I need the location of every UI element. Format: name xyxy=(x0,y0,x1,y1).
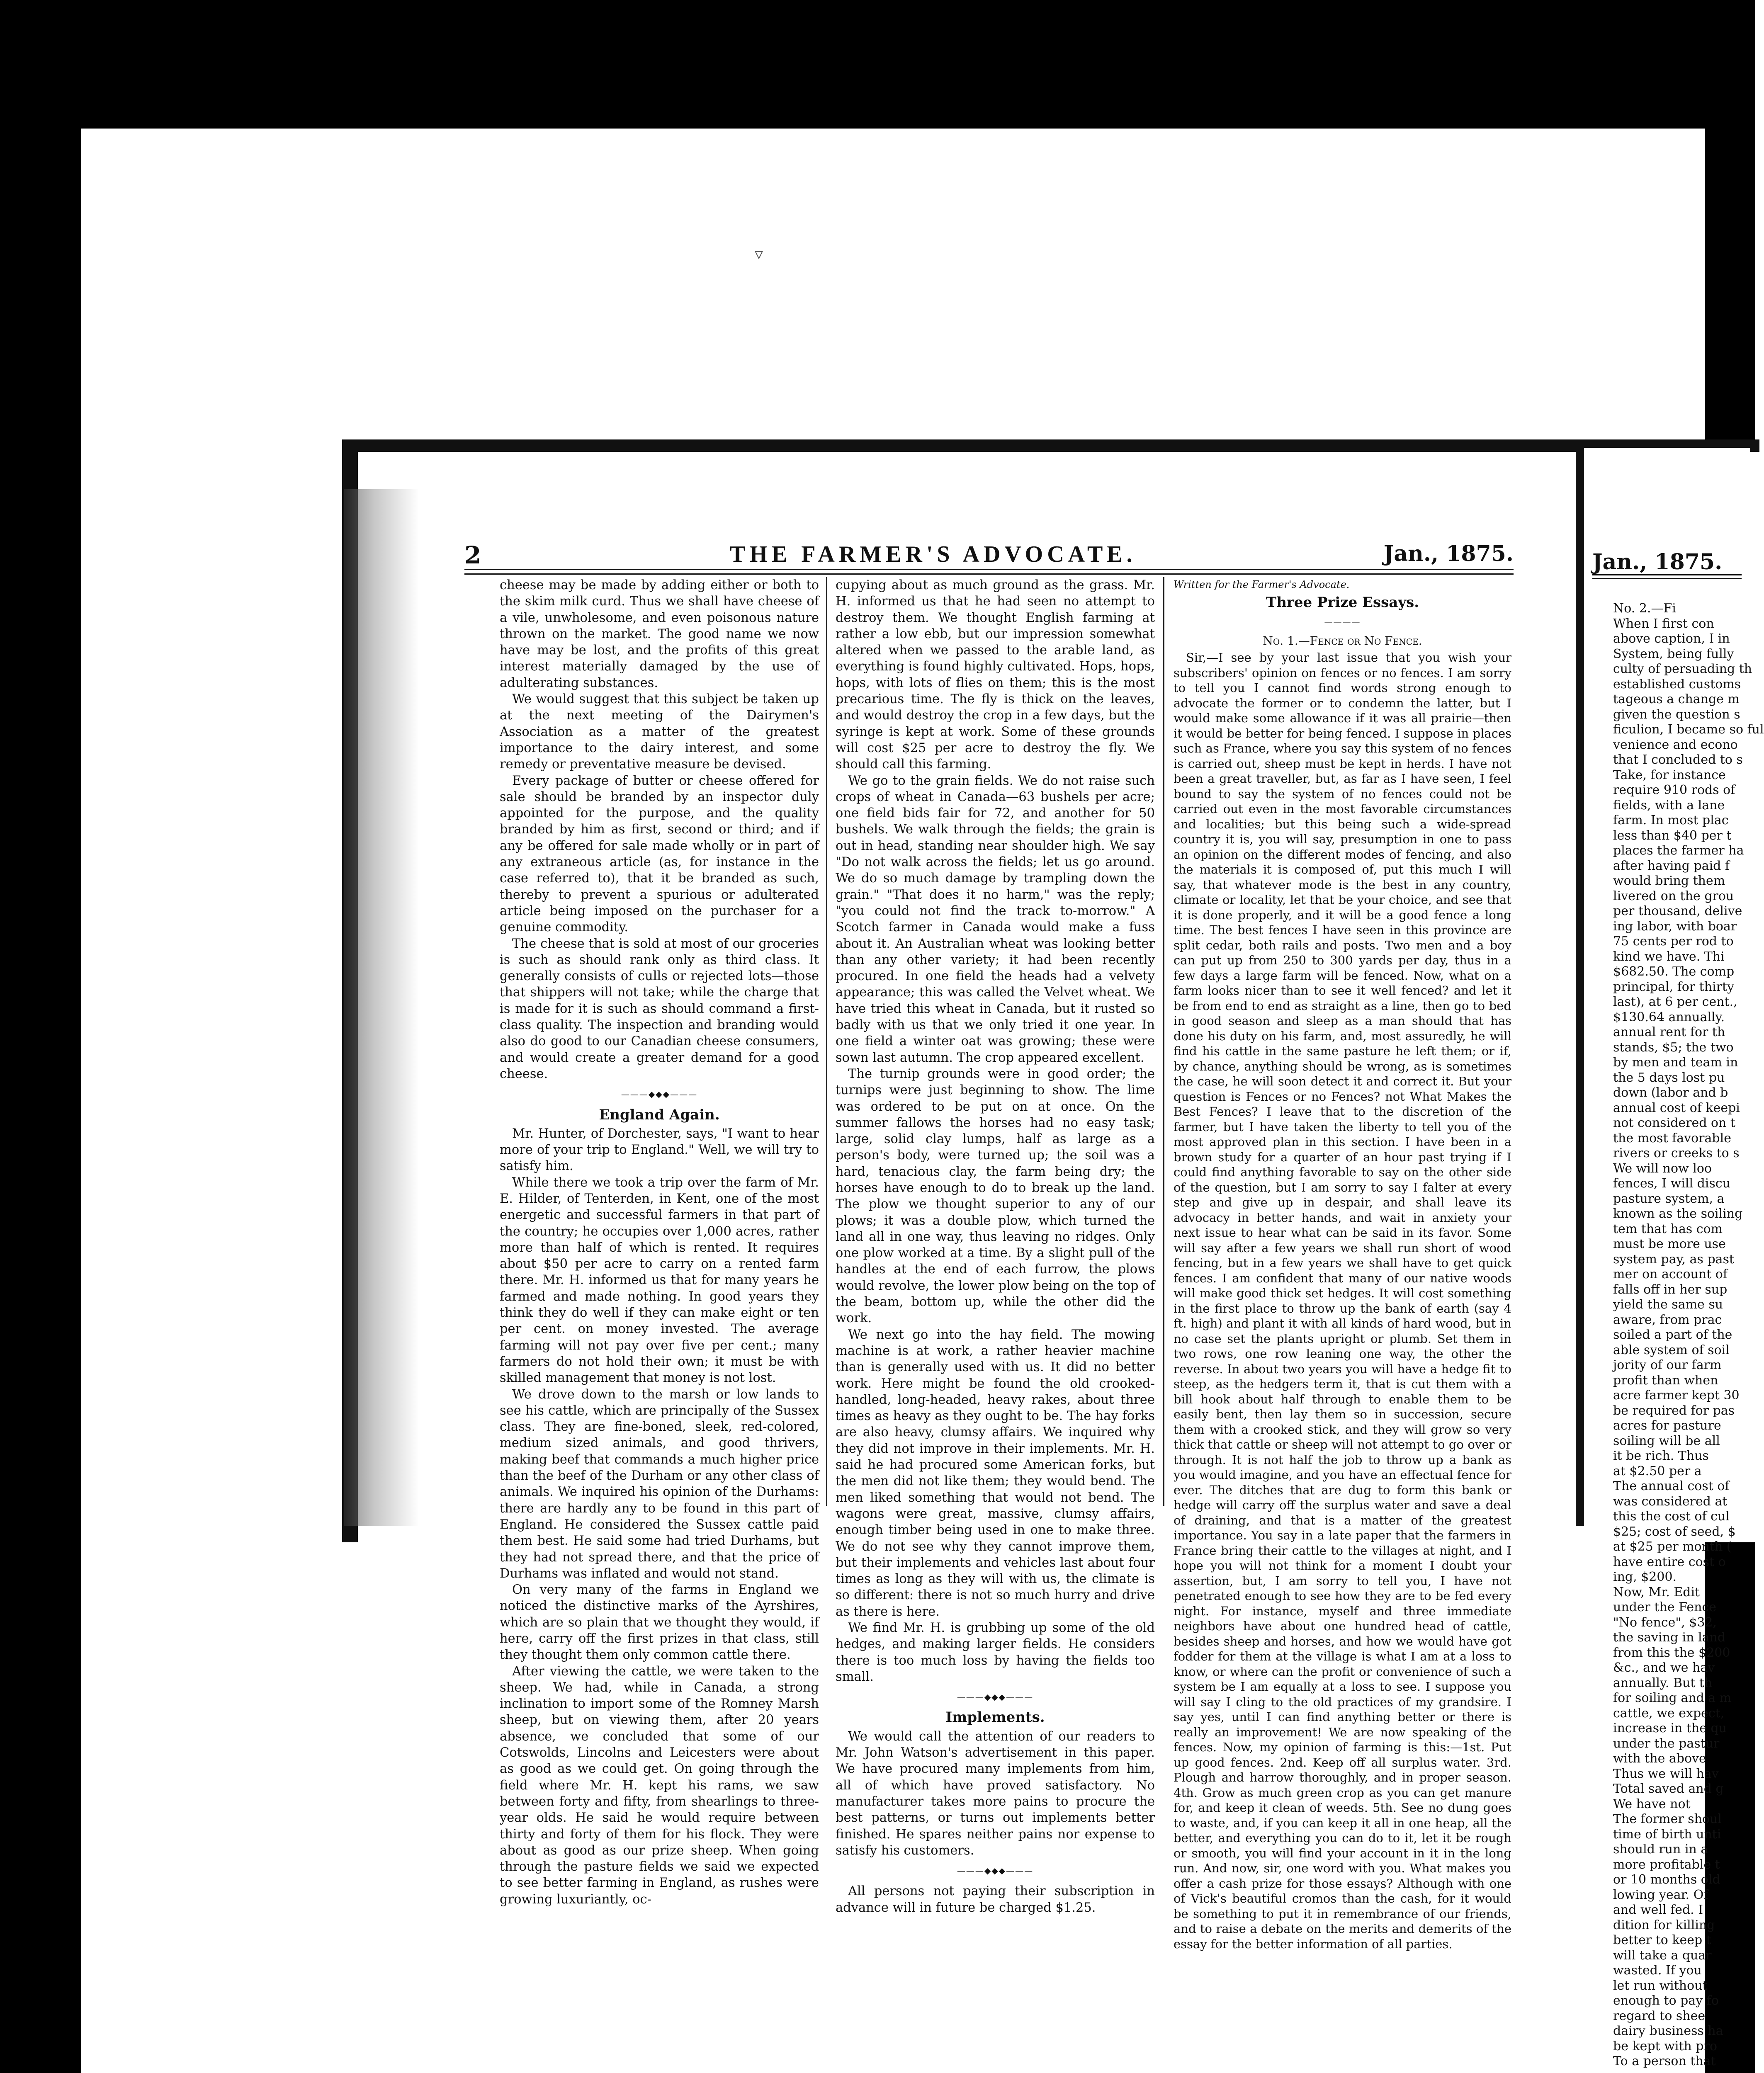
text-line: System, being fully xyxy=(1613,646,1734,661)
paragraph: Mr. Hunter, of Dorchester, says, "I want to hear more of your trip to England." Well, we will try to satisfy him. xyxy=(500,1126,819,1174)
text-line: was considered at xyxy=(1613,1494,1728,1509)
article-heading: Three Prize Essays. xyxy=(1266,594,1419,611)
text-line: cattle, we expect, xyxy=(1613,1706,1725,1721)
text-line: venience and econo xyxy=(1613,737,1738,752)
text-line: fences, I will discu xyxy=(1613,1176,1730,1191)
text-line: tageous a change m xyxy=(1613,692,1740,706)
text-line: be kept with pro xyxy=(1613,2039,1718,2054)
text-line: annually. But th xyxy=(1613,1675,1713,1690)
text-line: 75 cents per rod to xyxy=(1613,934,1734,949)
text-line: culty of persuading th xyxy=(1613,662,1752,676)
paragraph: We drove down to the marsh or low lands to see his cattle, which are principally of the Sussex class. They are fine-boned, sleek, red-colored, medium sized animals, and good thrivers, making beef that commands a much higher price than the beef of the Durham or any other class of animals. We inquired his opinion of the Durhams: there are hardly any to be found in this part of England. He considered the Sussex cattle paid them best. He said some had tried Durhams, but they had not spread there, and that the price of Durhams was inflated and would not stand. xyxy=(500,1387,819,1581)
text-line: yield the same su xyxy=(1613,1297,1723,1312)
header-rule xyxy=(464,569,1514,575)
text-line: kind we have. Thi xyxy=(1613,949,1725,964)
text-line: dition for killing xyxy=(1613,1918,1715,1932)
paragraph: We would suggest that this subject be taken up at the next meeting of the Dairymen's Association as a matter of the greatest importance to the dairy interest, and some remedy or preventative measure be devised. xyxy=(500,692,819,772)
text-line: above caption, I in xyxy=(1613,631,1730,646)
text-line: should run in a xyxy=(1613,1842,1708,1857)
text-line: Now, Mr. Edit xyxy=(1613,1585,1700,1600)
text-line: have entire cost o xyxy=(1613,1554,1726,1569)
text-line: $682.50. The comp xyxy=(1613,964,1735,979)
text-line: tem that has com xyxy=(1613,1221,1723,1236)
text-line: time of birth unti xyxy=(1613,1827,1721,1842)
text-line: must be more use xyxy=(1613,1237,1726,1251)
scan-border-top xyxy=(0,0,1755,129)
text-line: principal, for thirty xyxy=(1613,979,1734,994)
paragraph: We would call the attention of our readers to Mr. John Watson's advertisement in this paper. We have procured many implements from him, all of which have proved satisfactory. No manufacturer takes more pains to procure the best patterns, or turns out implements better finished. He spares neither pains nor expense to satisfy his customers. xyxy=(836,1729,1155,1858)
text-line: by men and team in xyxy=(1613,1055,1738,1070)
text-line: known as the soiling xyxy=(1613,1206,1743,1221)
text-line: pasture system, a xyxy=(1613,1191,1725,1206)
text-line: after having paid f xyxy=(1613,858,1730,873)
text-line: "No fence", $32, xyxy=(1613,1615,1717,1630)
text-line: We will now loo xyxy=(1613,1161,1712,1176)
text-line: regard to shee xyxy=(1613,2008,1706,2023)
paragraph: We next go into the hay field. The mowing machine is at work, a rather heavier machine than is generally used with us. It did no better work. Here might be found the old crooked-handled, long-headed, heavy rakes, about three times as heavy as they ought to be. The hay forks are also heavy, clumsy affairs. We inquired why they did not improve in their implements. Mr. H. said he had procured some American forks, but the men did not like them; they would bend. The men liked something that would not bend. The wagons were great, massive, clumsy affairs, enough timber being used in one to make three. We do not see why they cannot improve them, but their implements and vehicles last about four times as long as they will with us, the climate is so different: there is not so much hurry and drive as there is here. xyxy=(836,1327,1155,1619)
paragraph: cupying about as much ground as the grass. Mr. H. informed us that he had seen no attempt to destroy them. We thought English farming at rather a low ebb, but our impression somewhat altered when we passed to the arable land, as everything is found highly cultivated. Hops, hops, hops, with lots of flies on them; this is the most precarious time. The fly is thick on the leaves, and would destroy the crop in a few days, but the syringe is kept at work. Some of these grounds will cost $25 per acre to destroy the fly. We should call this farming. xyxy=(836,578,1155,772)
text-line: lowing year. Of xyxy=(1613,1887,1708,1902)
column-3 xyxy=(1174,577,1511,1952)
text-line: would bring them xyxy=(1613,874,1725,888)
notice: All persons not paying their subscription in advance will in future be charged $1.25. xyxy=(836,1884,1155,1915)
text-line: profit than when xyxy=(1613,1373,1718,1388)
paragraph: We go to the grain fields. We do not raise such crops of wheat in Canada—63 bushels per acre; one field bids fair for 72, and another for 50 bushels. We walk through the fields; the grain is out in head, standing near shoulder high. We say "Do not walk across the fields; let us go around. We do so much damage by trampling down the grain." "That does it no harm," was the reply; "you could not find the track to-morrow." A Scotch farmer in Canada would make a fuss about it. An Australian wheat was looking better than any other variety; it had been recently procured. In one field the heads had a velvety appearance; this was called the Velvet wheat. We have tried this wheat in Canada, but it rusted so badly with us that we only tried it one year. In one field a winter oat was growing; these were sown last autumn. The crop appeared excellent. xyxy=(836,773,1155,1065)
text-line: or 10 months old xyxy=(1613,1872,1720,1887)
text-line: livered on the grou xyxy=(1613,888,1734,903)
adjacent-page-column xyxy=(1613,601,1764,2069)
text-line: established customs xyxy=(1613,677,1741,692)
text-line: acres for pasture xyxy=(1613,1418,1721,1433)
text-line: $25; cost of seed, $ xyxy=(1613,1524,1736,1539)
paragraph: After viewing the cattle, we were taken to the sheep. We had, while in Canada, a strong inclination to import some of the Romney Marsh sheep, but on viewing them, after 20 years absence, we concluded that some of our Cotswolds, Lincolns and Leicesters were about as good as we could get. On going through the field where Mr. H. kept his rams, we saw between forty and fifty, from shearlings to three-year olds. He said he would require between thirty and forty of them for his flock. They were about as good as our prize sheep. When going through the pasture fields we said we expected to see better farming in England, as rushes were growing luxuriantly, oc- xyxy=(500,1664,819,1907)
short-rule: ———— xyxy=(1324,617,1361,626)
text-line: under the pastur xyxy=(1613,1736,1720,1751)
text-line: less than $40 per t xyxy=(1613,828,1732,843)
text-line: acre farmer kept 30 xyxy=(1613,1388,1740,1403)
text-line: under the Fence xyxy=(1613,1600,1716,1614)
text-line: The annual cost of xyxy=(1613,1479,1730,1493)
essay-subheading: No. 1.—Fence or No Fence. xyxy=(1263,634,1422,648)
text-line: annual cost of keepi xyxy=(1613,1100,1740,1115)
text-line: more profitable t xyxy=(1613,1857,1720,1872)
ornament-divider: ———◆◆◆——— xyxy=(957,1866,1034,1876)
page-number: 2 xyxy=(464,541,481,569)
adjacent-header-rule xyxy=(1592,574,1742,579)
text-line: jority of our farm xyxy=(1613,1358,1722,1372)
issue-date: Jan., 1875. xyxy=(1383,541,1514,566)
text-line: the 5 days lost pu xyxy=(1613,1070,1725,1085)
ornament-divider: ———◆◆◆——— xyxy=(621,1089,698,1100)
text-line: ing labor, with boar xyxy=(1613,919,1737,934)
text-line: it be rich. Thus xyxy=(1613,1449,1709,1463)
text-line: &c., and we hav xyxy=(1613,1660,1715,1675)
text-line: per thousand, delive xyxy=(1613,904,1742,918)
text-line: last), at 6 per cent., xyxy=(1613,995,1737,1009)
text-line: let run without xyxy=(1613,1978,1708,1993)
text-line: this the cost of cul xyxy=(1613,1509,1730,1524)
text-line: ing, $200. xyxy=(1613,1570,1677,1584)
paragraph: Sir,—I see by your last issue that you wish your subscribers' opinion on fences or no fences. I am sorry to tell you I cannot find words strong enough to advocate the former or to condemn the latter, but I would make some allowance if it was all prairie—then it would be better for being fenced. I suppose in places such as France, where you say this system of no fences is carried out, sheep must be kept in herds. I have not been a great traveller, but, as far as I have seen, I feel bound to say the system of no fences could not be carried out even in the most favorable circumstances and localities; but this being such a wide-spread country it is, you will say, presumption in one to pass an opinion on the different modes of fencing, and also the materials it is composed of, put this much I will say, that whatever mode is the best in any country, climate or locality, let that be your choice, and see that it is done properly, and it will be a good fence a long time. The best fences I have seen in this province are split cedar, both rails and posts. Two men and a boy can put up from 250 to 300 yards per day, thus in a few days a large farm will be fenced. Now, what on a farm looks nicer than to see it well fenced? and let it be from end to end as straight as a line, then go to bed in good season and sleep as a man should that has done his duty on his farm, and, most assuredly, he will find his cattle in the same pasture he left them; or if, by chance, anything should be wrong, as is sometimes the case, he will soon detect it and correct it. But your question is Fences or no Fences? not What Makes the Best Fences? I leave that to the discretion of the farmer, but I have taken the liberty to tell you of the most approved plan in this section. I have been in a brown study for a quarter of an hour past trying if I could find anything favorable to say on the other side of the question, but I am sorry to say I falter at every step and give up in despair, and shall leave its advocacy in better hands, and wait in anxiety your next issue to hear what can be said in its favor. Some will say after a few years we shall run short of wood fencing, but in a few years we shall have to get quick fences. I am confident that many of our native woods will make good thick set hedges. It will cost something in the first place to throw up the bank of earth (say 4 ft. high) and plant it with all kinds of hard wood, but in no case set the plants upright or plumb. Set them in two rows, one row leaning one way, the other the reverse. In about two years you will have a hedge fit to steep, as the hedgers term it, that is cut them with a bill hook about half through to enable them to be easily bent, then lay them so in succession, secure them with a crooked stick, and they will grow so very thick that cattle or sheep will not attempt to go over or through. It is not half the job to throw up a bank as you would imagine, and you have an effectual fence for ever. The ditches that are dug to form this bank or hedge will carry off the surplus water and save a deal of draining, and that is a matter of the greatest importance. You say in a late paper that the farmers in France bring their cattle to the villages at night, and I hope you will not think for a moment I doubt your assertion, but, I am sorry to tell you, I have not penetrated enough to see how they are to be fed every night. For instance, myself and three immediate neighbors have about one hundred head of cattle, besides sheep and horses, and how we would have got fodder for them at the village is what I am at a loss to know, or where can the profit or convenience of such a system be I am equally at a loss to see. I suppose you will say I cling to the old practices of my grandsire. I say yes, until I can find anything better or there is really an improvement! We are now speaking of the fences. Now, my opinion of farming is this:—1st. Put up good fences. 2nd. Keep off all surplus water. 3rd. Plough and harrow thoroughly, and in proper season. 4th. Grow as much green crop as you can get manure for, and keep it clean of weeds. 5th. See no dung goes to waste, and, if you can keep it all in one heap, all the better, and everything you can do to it, let it be rough or smooth, you will find your account in it in the long run. And now, sir, one word with you. What makes you offer a cash prize for those essays? Although with one of Vick's beautiful cromos than the cash, for it would be something to put it in remembrance of our friends, and to raise a debate on the merits and demerits of the essay for the better information of all parties. xyxy=(1174,651,1511,1951)
text-line: down (labor and b xyxy=(1613,1085,1728,1100)
column-1 xyxy=(500,577,819,1908)
text-line: stands, $5; the two xyxy=(1613,1040,1734,1055)
text-line: dairy business ha xyxy=(1613,2024,1723,2038)
text-line: rivers or creeks to s xyxy=(1613,1146,1740,1160)
scan-border-left xyxy=(0,0,81,2073)
text-line: at $25 per month ( xyxy=(1613,1539,1732,1554)
text-line: fields, with a lane xyxy=(1613,798,1725,813)
text-line: places the farmer ha xyxy=(1613,843,1744,858)
text-line: To a person that xyxy=(1613,2054,1716,2068)
masthead-title: THE FARMER'S ADVOCATE. xyxy=(730,541,1137,567)
text-line: able system of soil xyxy=(1613,1342,1730,1357)
paragraph: The cheese that is sold at most of our groceries is such as should rank only as third class. It generally consists of culls or rejected lots—those that shippers will not take; while the charge that is made for it is such as should command a first-class quality. The inspection and branding would also do good to our Canadian cheese consumers, and would create a greater demand for a good cheese. xyxy=(500,936,819,1081)
text-line: enough to pay fo xyxy=(1613,1993,1719,2008)
adjacent-page-date: Jan., 1875. xyxy=(1592,549,1723,575)
text-line: The former shoul xyxy=(1613,1812,1722,1826)
text-line: farm. In most plac xyxy=(1613,813,1729,828)
text-line: falls off in her sup xyxy=(1613,1282,1728,1297)
text-line: $130.64 annually. xyxy=(1613,1010,1725,1024)
column-rule xyxy=(1163,577,1164,1506)
text-line: Thus we will hav xyxy=(1613,1766,1719,1781)
text-line: require 910 rods of xyxy=(1613,783,1735,797)
scan-speck: ▿ xyxy=(755,245,763,264)
text-line: will take a quar xyxy=(1613,1948,1712,1963)
text-line: ficulion, I became so ful xyxy=(1613,722,1764,737)
column-rule xyxy=(826,577,827,1506)
article-heading: England Again. xyxy=(599,1106,720,1123)
text-line: better to keep t xyxy=(1613,1933,1711,1947)
text-line: increase in the qu xyxy=(1613,1721,1727,1736)
text-line: the most favorable xyxy=(1613,1131,1731,1146)
page-header xyxy=(464,541,1514,569)
text-line: that I concluded to s xyxy=(1613,752,1743,767)
text-line: wasted. If you xyxy=(1613,1963,1702,1978)
text-line: soiling will be all xyxy=(1613,1433,1720,1448)
text-line: annual rent for th xyxy=(1613,1025,1725,1039)
text-line: Take, for instance xyxy=(1613,767,1726,782)
text-line: be required for pas xyxy=(1613,1403,1735,1418)
text-line: aware, from prac xyxy=(1613,1312,1722,1327)
article-heading: Implements. xyxy=(945,1709,1045,1726)
text-line: and well fed. I xyxy=(1613,1903,1703,1917)
text-line: We have not xyxy=(1613,1796,1691,1811)
paragraph: On very many of the farms in England we noticed the distinctive marks of the Ayrshires, which are so plain that we thought they would, if here, carry off the first prizes in that class, still they thought them only common cattle there. xyxy=(500,1583,819,1663)
ornament-divider: ———◆◆◆——— xyxy=(957,1692,1034,1702)
text-line: for soiling and a m xyxy=(1613,1691,1732,1705)
paragraph: cheese may be made by adding either or both to the skim milk curd. Thus we shall have cheese of a vile, unwholesome, and even poisonous nature thrown on the market. The good name we now have may be lost, and the profits of this great interest materially damaged by the use of adulterating substances. xyxy=(500,578,819,690)
text-line: Total saved and g xyxy=(1613,1782,1724,1796)
text-line: soiled a part of the xyxy=(1613,1328,1732,1342)
paragraph: The turnip grounds were in good order; the turnips were just beginning to show. The lime was ordered to be put on at once. On the summer fallows the horses had no easy task; large, solid clay lumps, half as large as a person's body, were turned up; the soil was a hard, tenacious clay, the farm being dry; the horses have enough to do to break up the land. The plow we thought superior to any of our plows; it was a double plow, which turned the land all in one way, thus leaving no ridges. Only one plow worked at a time. By a slight pull of the handles at the end of each furrow, the plows would revolve, the lower plow being on the top of the beam, bottom up, while the other did the work. xyxy=(836,1066,1155,1326)
text-line: given the question s xyxy=(1613,707,1740,722)
byline-credit: Written for the Farmer's Advocate. xyxy=(1174,579,1350,590)
text-line: not considered on t xyxy=(1613,1116,1735,1130)
text-line: When I first con xyxy=(1613,616,1714,631)
paragraph: Every package of butter or cheese offered for sale should be branded by an inspector duly appointed for the purpose, and the quality branded by him as first, second or third; and if any be offered for sale made wholly or in part of any extraneous article (as, for instance in the case referred to), that it be branded as such, thereby to prevent a spurious or adulterated article being imposed on the purchaser for a genuine commodity. xyxy=(500,773,819,935)
page-gutter-shadow xyxy=(344,489,419,1526)
text-line: at $2.50 per a xyxy=(1613,1464,1702,1478)
paragraph: While there we took a trip over the farm of Mr. E. Hilder, of Tenterden, in Kent, one of the most energetic and successful farmers in that part of the country; he occupies over 1,000 acres, rather more than half of which is rented. It requires about $50 per acre to carry on a rented farm there. Mr. H. informed us that for many years he farmed and made nothing. In good years they think they do well if they can make eight or ten per cent. on money invested. The average farming will not pay over five per cent.; many farmers do not hold their own; it must be with skilled management that money is not lost. xyxy=(500,1175,819,1386)
text-line: with the above xyxy=(1613,1751,1706,1766)
column-2 xyxy=(836,577,1155,1916)
paragraph: We find Mr. H. is grubbing up some of the old hedges, and making larger fields. He considers there is too much loss by having the fields too small. xyxy=(836,1621,1155,1684)
text-line: from this the $200 xyxy=(1613,1645,1730,1660)
text-line: system pay, as past xyxy=(1613,1252,1735,1267)
text-line: No. 2.—Fi xyxy=(1613,601,1676,616)
text-line: mer on account of xyxy=(1613,1267,1728,1282)
text-line: the saving in land xyxy=(1613,1630,1726,1645)
